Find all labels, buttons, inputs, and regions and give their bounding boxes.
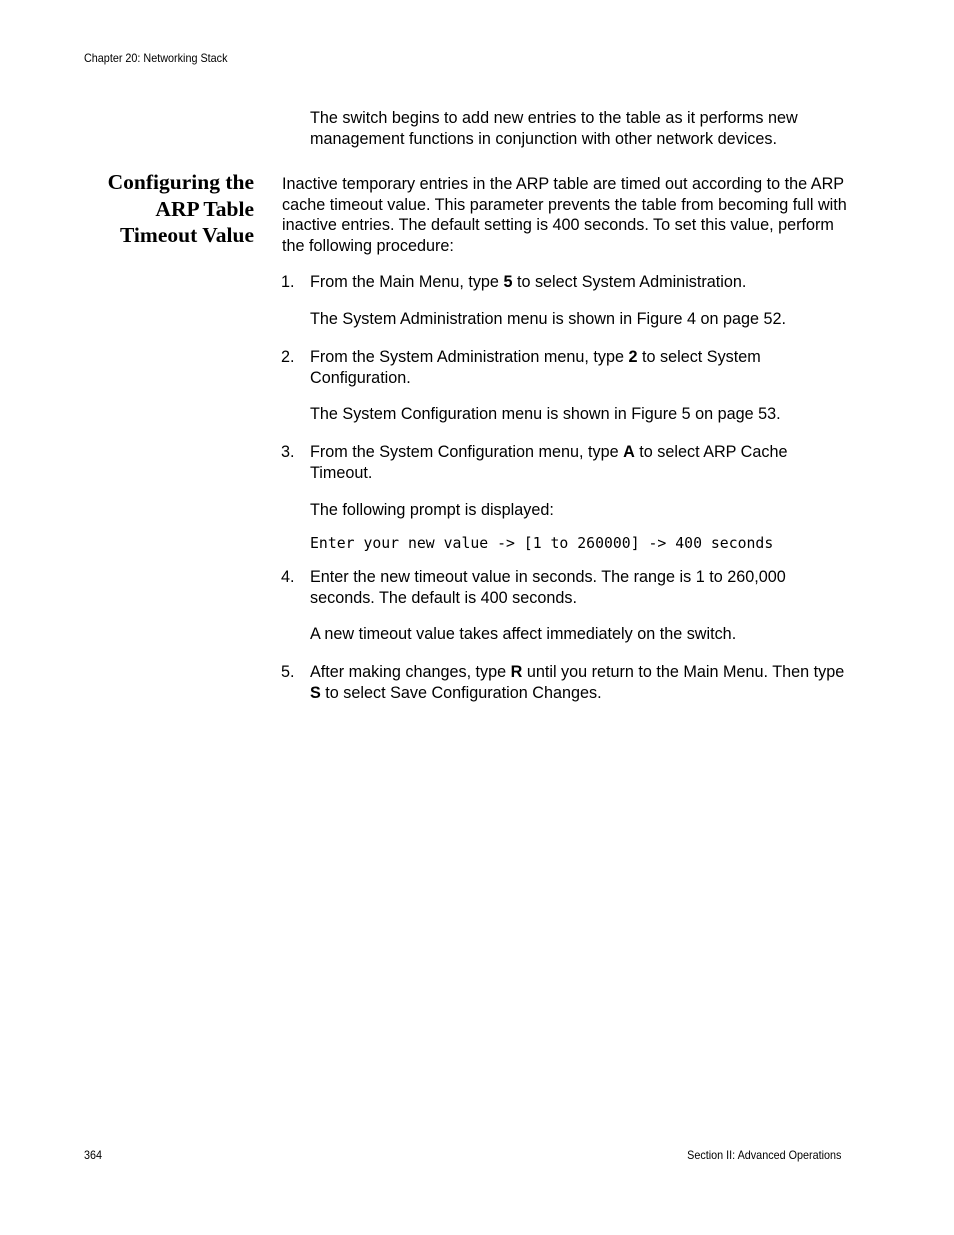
step-text: Enter the new timeout value in seconds. The range is 1 to 260,000 seconds. The default is 400 seconds.	[310, 568, 786, 607]
step-note: The following prompt is displayed:	[310, 501, 554, 519]
step-text: From the System Configuration menu, type A to select ARP Cache Timeout.	[310, 443, 788, 482]
menu-key: R	[510, 663, 523, 681]
menu-key: A	[623, 443, 635, 461]
section-heading-line: Configuring the	[107, 170, 254, 194]
section-heading-line: ARP Table	[155, 196, 254, 221]
procedure-step	[281, 347, 851, 388]
step-note: A new timeout value takes affect immediately on the switch.	[310, 625, 737, 643]
procedure-step	[281, 567, 851, 608]
step-text: After making changes, type R until you return to the Main Menu. Then type S to select Save Configuration Changes.	[310, 663, 845, 702]
step-number: 2.	[281, 348, 295, 366]
step-number: 1.	[281, 273, 295, 291]
section-description: Inactive temporary entries in the ARP table are timed out according to the ARP cache timeout value. This parameter prevents the table from becoming full with inactive entries. The default setting is 400 seconds. To set this value, perform the following procedure:	[282, 175, 847, 255]
running-header: Chapter 20: Networking Stack	[84, 51, 228, 65]
menu-key: S	[310, 683, 321, 702]
step-number: 5.	[281, 663, 295, 681]
section-heading	[60, 169, 254, 249]
page-number: 364	[84, 1148, 103, 1162]
procedure-step	[281, 442, 851, 483]
step-text: From the Main Menu, type 5 to select System Administration.	[310, 273, 747, 291]
step-text: From the System Administration menu, type 2 to select System Configuration.	[310, 348, 761, 387]
step-note: The System Configuration menu is shown in Figure 5 on page 53.	[310, 405, 781, 423]
procedure-step	[281, 662, 851, 703]
console-prompt: Enter your new value -> [1 to 260000] -> 400 seconds	[310, 535, 774, 552]
procedure-step	[281, 272, 851, 293]
step-note: The System Administration menu is shown in Figure 4 on page 52.	[310, 310, 786, 328]
section-heading-line: Timeout Value	[119, 223, 254, 247]
menu-key: 2	[628, 348, 638, 366]
step-number: 3.	[281, 443, 295, 461]
footer-section: Section II: Advanced Operations	[686, 1148, 841, 1162]
intro-paragraph: The switch begins to add new entries to the table as it performs new management functions in conjunction with other network devices.	[310, 109, 798, 148]
menu-key: 5	[503, 273, 513, 291]
step-number: 4.	[281, 568, 295, 586]
